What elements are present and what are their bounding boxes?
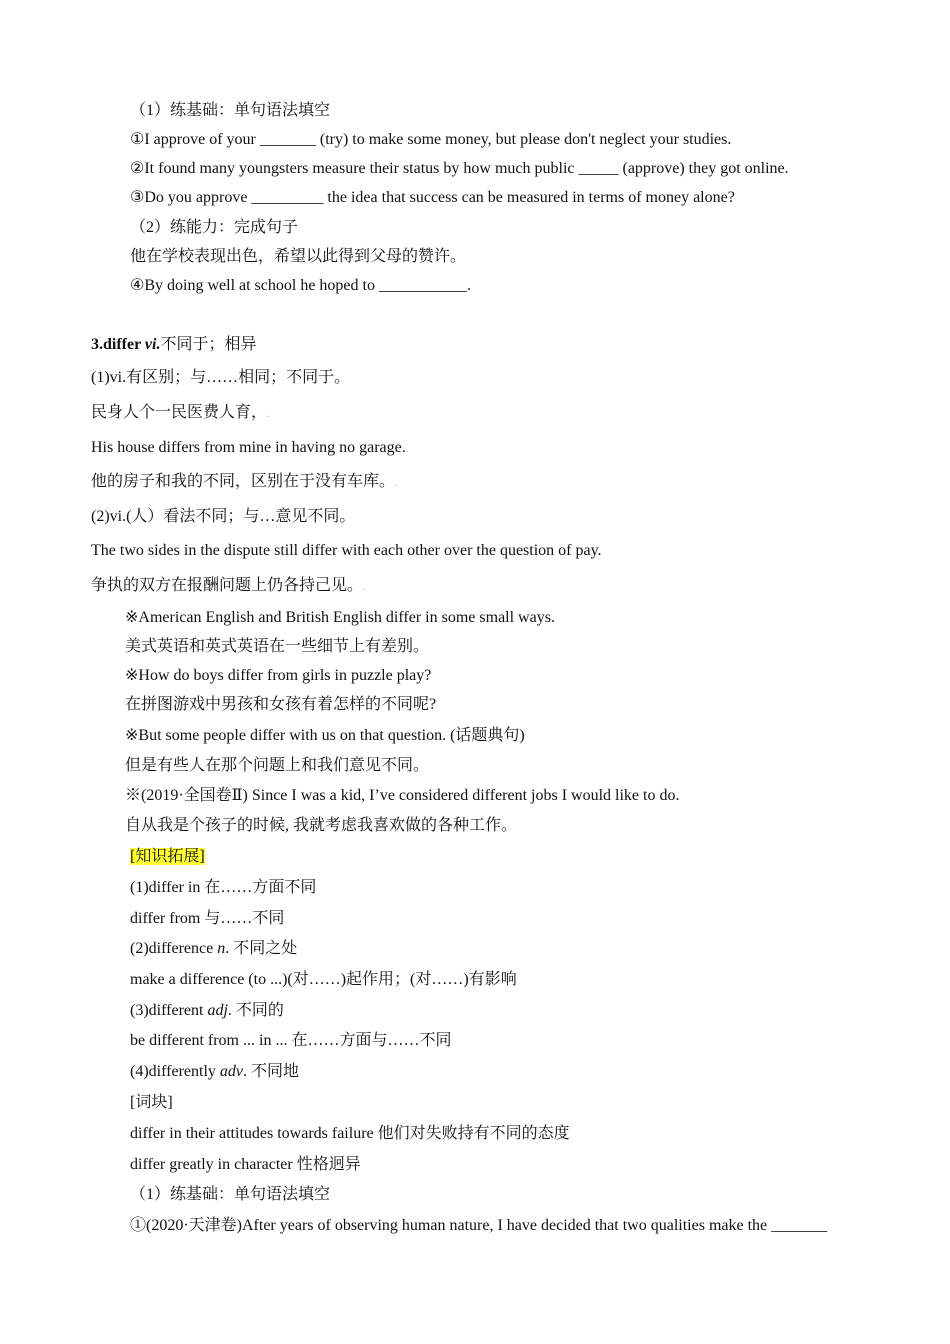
extension-title-highlight: [知识拓展] [130,848,205,865]
exercise-basic-title: （1）练基础：单句语法填空 [130,102,331,119]
exercise-question-4: ④By doing well at school he hoped to ___________. [130,277,471,294]
paragraph-mark: . [363,581,366,593]
paragraph-mark: . [405,443,409,455]
sense-1-chinese-text: 民身人个一民医费人育， [91,404,268,421]
extension-3-pos: adj [207,1002,228,1019]
entry-heading [91,335,256,355]
example-1-translation: 美式英语和英式英语在一些细节上有差别。 [125,638,430,655]
example-1: ※American English and British English differ in some small ways. [125,609,555,626]
chunk-1: differ in their attitudes towards failure 他们对失败持有不同的态度 [130,1125,570,1142]
example-3: ※But some people differ with us on that question. (话题典句) [125,727,525,744]
chunks-title: [词块] [130,1094,173,1111]
extension-title [130,847,205,867]
example-4-translation: 自从我是个孩子的时候, 我就考虑我喜欢做的各种工作。 [125,817,518,834]
example-2: ※How do boys differ from girls in puzzle play? [125,667,432,684]
extension-1b: differ from 与……不同 [130,910,285,927]
entry-meaning: 不同于；相异 [160,336,257,353]
extension-2 [130,939,297,959]
extension-1: (1)differ in 在……方面不同 [130,879,317,896]
extension-2-pos: n [217,940,226,957]
exercise-basic-title-2: （1）练基础：单句语法填空 [130,1186,331,1203]
sense-2-example-translation [91,576,366,597]
exercise-question-2: ②It found many youngsters measure their status by how much public _____ (approve) they got online. [130,160,789,177]
example-3-translation: 但是有些人在那个问题上和我们意见不同。 [125,757,430,774]
example-2-translation: 在拼图游戏中男孩和女孩有着怎样的不同呢? [125,696,437,713]
extension-3 [130,1001,284,1021]
paragraph-mark: . [267,408,270,420]
extension-4-word: (4)differently [130,1063,220,1080]
entry-pos: vi. [144,336,161,353]
sense-1-example-text: His house differs from mine in having no garage. [91,439,406,456]
sense-1-example [91,438,409,459]
extension-3-word: (3)different [130,1002,208,1019]
exercise-2-question-1: ①(2020·天津卷)After years of observing human nature, I have decided that two qualities make the _______ [130,1217,828,1234]
extension-4 [130,1062,299,1082]
example-4: ※(2019·全国卷Ⅱ) Since I was a kid, I’ve considered different jobs I would like to do. [125,787,680,804]
sense-1-example-translation [91,472,398,493]
chunk-2: differ greatly in character 性格迥异 [130,1156,361,1173]
extension-3-meaning: . 不同的 [227,1002,284,1019]
sense-1-translation-text: 他的房子和我的不同，区别在于没有车库。 [91,473,396,490]
extension-3c: be different from ... in ... 在……方面与……不同 [130,1032,452,1049]
extension-2-word: (2)difference [130,940,218,957]
exercise-chinese-sentence: 他在学校表现出色，希望以此得到父母的赞许。 [130,248,467,265]
sense-2-translation-text: 争执的双方在报酬问题上仍各持己见。 [91,577,364,594]
exercise-question-3: ③Do you approve _________ the idea that success can be measured in terms of money alone? [130,189,735,206]
sense-1: (1)vi.有区别；与……相同；不同于。 [91,369,351,386]
extension-2-meaning: . 不同之处 [225,940,298,957]
entry-word: 3.differ [91,336,145,353]
extension-4-meaning: . 不同地 [243,1063,300,1080]
sense-2-example: The two sides in the dispute still differ with each other over the question of pay. [91,542,602,559]
paragraph-mark: . [395,477,398,489]
exercise-ability-title: （2）练能力：完成句子 [130,219,299,236]
exercise-question-1: ①I approve of your _______ (try) to make some money, but please don't neglect your studies. [130,131,732,148]
extension-2c: make a difference (to ...)(对……)起作用；(对……)有影响 [130,971,517,988]
sense-1-chinese [91,403,270,424]
extension-4-pos: adv [219,1063,243,1080]
sense-2: (2)vi.(人）看法不同；与…意见不同。 [91,508,356,525]
